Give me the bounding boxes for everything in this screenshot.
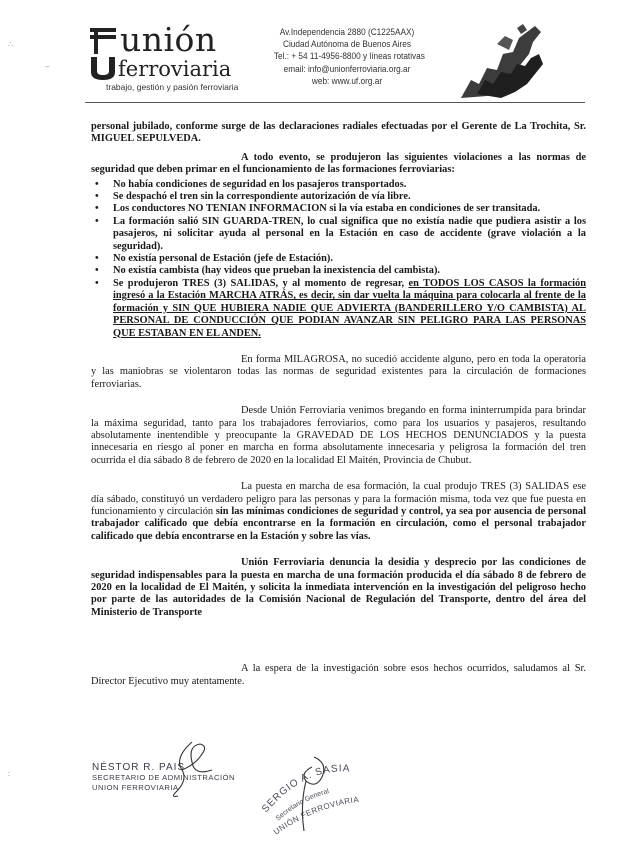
signer-org-left: UNION FERROVIARIA: [92, 783, 179, 792]
paragraph-denuncia: Unión Ferroviaria denuncia la desidia y desprecio por las condiciones de seguridad indispensables para la puesta en marcha de una formación producida el día sábado 8 de febrero de 2020 en la localidad de El Maitén, y solicita la inmediata intervención en la investigación del peligroso hecho por parte de las autoridades de la Comisión Nacional de Regulación del Transporte, dentro del área del Ministerio de Transporte: [91, 557, 586, 618]
list-item: • No existía cambista (hay videos que prueban la inexistencia del cambista).: [91, 265, 586, 277]
list-item: • Se produjeron TRES (3) SALIDAS, y al momento de regresar, en TODOS LOS CASOS la formación ingresó a la Estación MARCHA ATRÁS, es decir, sin dar vuelta la máquina para colocarla al frente de la formación y SIN QUE HUBIERA NADIE QUE ADVIERTA (BANDERILLERO Y/O CAMBISTA) AL PERSONAL DE CONDUCCIÓN QUE PODIAN AVANZAR SIN PELIGRO PARA LAS PERSONAS QUE ESTABAN EN EL ANDEN.: [91, 278, 586, 340]
contact-block: [262, 27, 432, 88]
svg-text:Secretario General: Secretario General: [274, 788, 330, 823]
paragraph-milagrosa: En forma MILAGROSA, no sucedió accidente alguno, pero en toda la operatoria y las maniobras se violentaron todas las normas de seguridad existentes para la circulación de formaciones ferroviarias.: [91, 353, 586, 390]
violations-list: [91, 179, 586, 340]
logo-tagline: trabajo, gestión y pasión ferroviaria: [106, 82, 239, 92]
paragraph-puesta-en-marcha: La puesta en marcha de esa formación, la cual produjo TRES (3) SALIDAS ese día sábado, constituyó un verdadero peligro para las personas y para la formación misma, toda vez que fue puesta en funcionamiento y circulación sin las mínimas condiciones de seguridad y control, ya sea por ausencia de personal trabajador calificado que debía encontrarse en la formación en circulación, como el personal trabajador calificado que debía encontrarse en la Estación y sobre las vías.: [91, 481, 586, 542]
list-item: • La formación salió SIN GUARDA-TREN, lo cual significa que no existía nadie que pudiera asistir a los pasajeros, ni solicitar ayuda al personal en la Estación en caso de accidente (grave violación a la seguridad).: [91, 216, 586, 253]
list-item: • Los conductores NO TENIAN INFORMACION si la vía estaba en condiciones de ser transitada.: [91, 203, 586, 215]
contact-web: web: www.uf.org.ar: [311, 75, 383, 87]
signature-block-left: [92, 762, 242, 793]
paragraph-union-ferroviaria: Desde Unión Ferroviaria venimos bregando en forma ininterrumpida para brindar la máxima seguridad, tanto para los trabajadores ferroviarios, como para los usuarios y pasajeros, resultando absolutamente inentendible y preocupante la GRAVEDAD DE LOS HECHOS DENUNCIADOS y la puesta innecesaria en riesgo al poner en marcha en forma absolutamente innecesaria y peligrosa la formación del tren ocurrida el día sábado 8 de febrero de 2020 en la localidad El Maitén, Provincia de Chubut.: [91, 405, 586, 466]
scan-mark: ∴: [8, 40, 14, 49]
contact-phone: Tel.: + 54 11-4956-8800 y líneas rotativas: [273, 51, 425, 63]
svg-text:UNIÓN FERROVIARIA: UNIÓN FERROVIARIA: [271, 794, 360, 837]
contact-city: Ciudad Autónoma de Buenos Aires: [283, 39, 411, 51]
svg-text:SERGIO A. SASIA: SERGIO A. SASIA: [260, 763, 351, 815]
paragraph-violations-intro: A todo evento, se produjeron las siguientes violaciones a las normas de seguridad que deben primar en el funcionamiento de las formaciones ferroviarias:: [91, 151, 586, 176]
header-divider: [85, 102, 585, 103]
list-item: • Se despachó el tren sin la correspondiente autorización de vía libre.: [91, 191, 586, 203]
list-item: • No existía personal de Estación (jefe de Estación).: [91, 253, 586, 265]
workers-statue-illustration: [457, 24, 545, 100]
paragraph-intro: personal jubilado, conforme surge de las declaraciones radiales efectuadas por el Gerente de La Trochita, Sr. MIGUEL SEPULVEDA.: [91, 121, 586, 145]
handwritten-signature-left: [152, 740, 222, 800]
scan-mark: –: [45, 62, 50, 71]
signer-name-left: NÉSTOR R. PAIS: [92, 762, 186, 773]
signature-stamp-right: [256, 755, 376, 845]
paragraph-closing: A la espera de la investigación sobre esos hechos ocurridos, saludamos al Sr. Director Ejecutivo muy atentamente.: [91, 663, 586, 687]
list-item: • No había condiciones de seguridad en los pasajeros transportados.: [91, 179, 586, 191]
logo-brand-ferroviaria: ferroviaria: [118, 57, 232, 81]
signer-role-left: SECRETARIO DE ADMINISTRACIÓN: [92, 773, 235, 782]
letter-body: [91, 121, 586, 688]
logo-brand-union: unión: [120, 20, 217, 59]
uf-logo-icon: [88, 26, 118, 82]
union-ferroviaria-logo: [88, 20, 248, 100]
scan-mark: ∶: [8, 770, 11, 779]
contact-email: email: info@unionferroviaria.org.ar: [283, 63, 411, 75]
contact-address: Av.Independencia 2880 (C1225AAX): [279, 27, 415, 38]
